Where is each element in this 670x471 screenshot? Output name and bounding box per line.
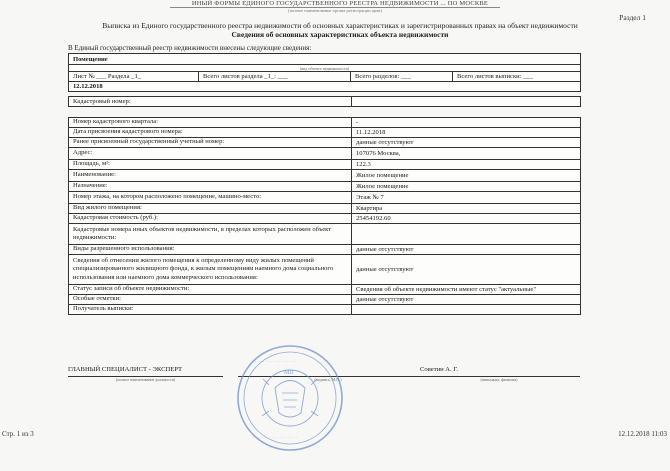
- characteristic-value: [352, 305, 581, 315]
- characteristic-label: Дата присвоения кадастрового номера:: [69, 128, 352, 138]
- document-subtitle: Сведения об основных характеристиках объекта недвижимости: [231, 30, 449, 39]
- characteristic-value: данные отсутствуют: [352, 255, 581, 285]
- characteristic-label: Адрес:: [69, 148, 352, 160]
- characteristic-row: [69, 182, 581, 192]
- characteristic-row: [69, 204, 581, 214]
- characteristic-value: Этаж № 7: [352, 192, 581, 204]
- characteristic-row: [69, 160, 581, 170]
- object-type-caption: (вид объекта недвижимости): [69, 65, 581, 72]
- total-sections: Всего разделов: ___: [351, 72, 453, 82]
- characteristic-value: -: [352, 118, 581, 128]
- characteristic-row: [69, 118, 581, 128]
- cadastral-number-label: Кадастровый номер:: [69, 97, 352, 107]
- svg-text:· · · · · · · · · · · · · · ·: · · · · · · · · · · · · · · · · ·: [253, 435, 297, 440]
- characteristics-table: [68, 117, 581, 315]
- characteristic-value: 107076 Москва,: [352, 148, 581, 160]
- characteristic-row: [69, 285, 581, 295]
- characteristic-row: [69, 214, 581, 224]
- cadastral-number-value: [352, 97, 581, 107]
- characteristic-value: 25454192.60: [352, 214, 581, 224]
- page-counter: Стр. 1 из 3: [2, 430, 34, 438]
- official-stamp-icon: [235, 343, 345, 453]
- characteristic-label: Особые отметки:: [69, 295, 352, 305]
- section-number: Раздел 1: [619, 13, 646, 22]
- signature-caption: (подпись, М.П.): [314, 377, 342, 382]
- total-sheets-extract: Всего листов выписки: ___: [453, 72, 581, 82]
- characteristic-row: [69, 138, 581, 148]
- characteristic-row: [69, 255, 581, 285]
- characteristic-label: Вид жилого помещения:: [69, 204, 352, 214]
- characteristic-row: [69, 128, 581, 138]
- characteristic-value: [352, 224, 581, 245]
- characteristic-label: Площадь, м²:: [69, 160, 352, 170]
- characteristic-row: [69, 170, 581, 182]
- cadastral-number-table: [68, 96, 581, 107]
- characteristic-label: Номер этажа, на котором расположено помещение, машино-место:: [69, 192, 352, 204]
- characteristic-row: [69, 305, 581, 315]
- characteristic-label: Назначение:: [69, 182, 352, 192]
- characteristic-label: Наименование:: [69, 170, 352, 182]
- registry-authority-caption: (полное наименование органа регистрации прав): [170, 7, 500, 13]
- characteristic-value: Сведения об объекте недвижимости имеют статус "актуальные": [352, 285, 581, 295]
- object-type: Помещение: [69, 54, 581, 65]
- print-datetime: 12.12.2018 11:03: [618, 430, 667, 438]
- characteristic-row: [69, 192, 581, 204]
- characteristic-row: [69, 295, 581, 305]
- signer-position-caption: (полное наименование должности): [115, 377, 176, 382]
- characteristic-label: Номер кадастрового квартала:: [69, 118, 352, 128]
- extract-date: 12.12.2018: [69, 82, 581, 92]
- characteristic-value: данные отсутствуют: [352, 245, 581, 255]
- intro-text: В Единый государственный реестр недвижимости внесены следующие сведения:: [68, 44, 312, 52]
- characteristic-label: Кадастровая стоимость (руб.):: [69, 214, 352, 224]
- characteristic-value: Жилое помещение: [352, 182, 581, 192]
- characteristic-label: Сведения об отнесении жилого помещения к определенному виду жилых помещений специализированного жилищного фонда, к жилым помещениям наемного дома социального использования или наемного дома коммерческого использования:: [69, 255, 352, 285]
- characteristic-value: 122.3: [352, 160, 581, 170]
- characteristic-row: [69, 148, 581, 160]
- characteristic-row: [69, 245, 581, 255]
- characteristic-value: данные отсутствуют: [352, 295, 581, 305]
- sheet-number: Лист № ___ Раздела _1_: [69, 72, 199, 82]
- signer-name: Советин А. Г.: [420, 366, 459, 373]
- characteristic-label: Виды разрешенного использования:: [69, 245, 352, 255]
- stamp-mark: МП: [284, 370, 294, 376]
- document-title: Выписка из Единого государственного реестра недвижимости об основных характеристиках и зарегистрированных правах на объект недвижимости: [102, 21, 578, 30]
- characteristic-label: Ранее присвоенный государственный учетный номер:: [69, 138, 352, 148]
- characteristic-value: данные отсутствуют: [352, 138, 581, 148]
- characteristic-value: 11.12.2018: [352, 128, 581, 138]
- header-table: [68, 53, 581, 92]
- signer-name-caption: (инициалы, фамилия): [480, 377, 518, 382]
- characteristic-value: Квартира: [352, 204, 581, 214]
- svg-text:· · · · · · · · · · · · · · ·: · · · · · · · · · · · · · · · · ·: [255, 359, 299, 364]
- characteristic-label: Статус записи об объекте недвижимости:: [69, 285, 352, 295]
- characteristic-label: Получатель выписки:: [69, 305, 352, 315]
- characteristic-value: Жилое помещение: [352, 170, 581, 182]
- total-sheets-section: Всего листов раздела _1_: ___: [199, 72, 351, 82]
- registry-authority-line: ИНЫЙ ФОРМЫ ЕДИНОГО ГОСУДАРСТВЕННОГО РЕЕСТРА НЕДВИЖИМОСТИ ... ПО МОСКВЕ: [191, 0, 489, 7]
- characteristic-label: Кадастровые номера иных объектов недвижимости, в пределах которых расположен объект недвижимости:: [69, 224, 352, 245]
- characteristic-row: [69, 224, 581, 245]
- signer-position: ГЛАВНЫЙ СПЕЦИАЛИСТ - ЭКСПЕРТ: [68, 366, 183, 373]
